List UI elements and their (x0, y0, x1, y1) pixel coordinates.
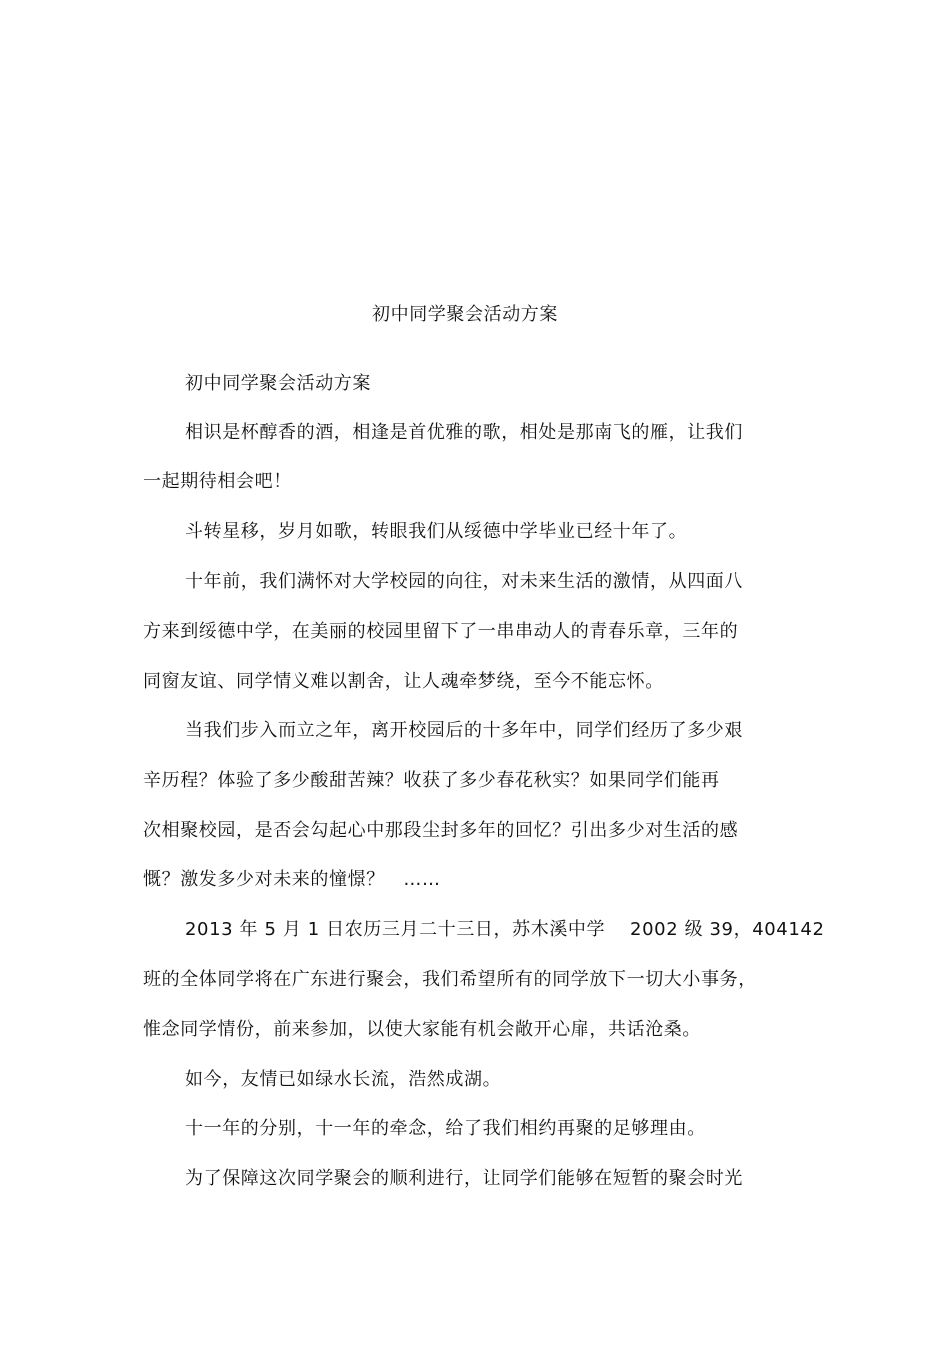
paragraph-line-5: 十年前，我们满怀对大学校园的向往，对未来生活的激情，从四面八 (185, 571, 743, 592)
paragraph-line-12: 2013 年 5 月 1 日农历三月二十三日，苏木溪中学 2002 级 39，404142 (185, 919, 825, 940)
paragraph-line-3: 一起期待相会吧！ (143, 471, 292, 492)
paragraph-line-16: 十一年的分别，十一年的牵念，给了我们相约再聚的足够理由。 (185, 1118, 706, 1139)
paragraph-line-13: 班的全体同学将在广东进行聚会，我们希望所有的同学放下一切大小事务， (143, 969, 757, 990)
paragraph-line-11: 慨？激发多少对未来的憧憬？ …… (143, 869, 441, 890)
paragraph-line-15: 如今，友情已如绿水长流，浩然成湖。 (185, 1069, 502, 1090)
paragraph-line-6: 方来到绥德中学，在美丽的校园里留下了一串串动人的青春乐章，三年的 (143, 621, 739, 642)
paragraph-line-9: 辛历程？体验了多少酸甜苦辣？收获了多少春花秋实？如果同学们能再 (143, 770, 720, 791)
paragraph-line-17: 为了保障这次同学聚会的顺利进行，让同学们能够在短暂的聚会时光 (185, 1168, 743, 1189)
paragraph-line-2: 相识是杯醇香的酒，相逢是首优雅的歌，相处是那南飞的雁，让我们 (185, 422, 743, 443)
document-title: 初中同学聚会活动方案 (372, 304, 558, 325)
paragraph-line-10: 次相聚校园，是否会勾起心中那段尘封多年的回忆？引出多少对生活的感 (143, 820, 739, 841)
paragraph-line-1: 初中同学聚会活动方案 (185, 373, 371, 394)
paragraph-line-4: 斗转星移，岁月如歌，转眼我们从绥德中学毕业已经十年了。 (185, 521, 688, 542)
paragraph-line-8: 当我们步入而立之年，离开校园后的十多年中，同学们经历了多少艰 (185, 720, 743, 741)
paragraph-line-14: 惟念同学情份，前来参加，以使大家能有机会敞开心扉，共话沧桑。 (143, 1019, 701, 1040)
paragraph-line-7: 同窗友谊、同学情义难以割舍，让人魂牵梦绕，至今不能忘怀。 (143, 671, 664, 692)
